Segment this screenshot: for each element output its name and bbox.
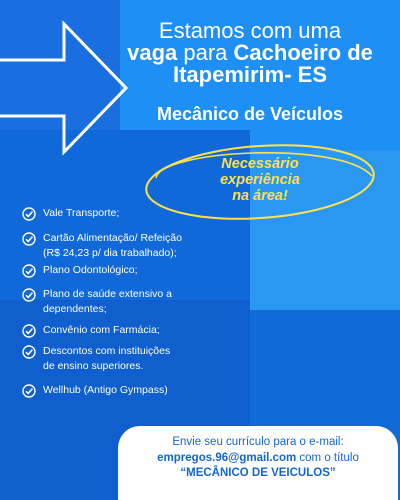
benefit-item: [22, 263, 262, 278]
benefit-line: Convênio com Farmácia;: [43, 324, 160, 336]
benefit-line: (R$ 24,23 p/ dia trabalhado);: [43, 247, 177, 260]
benefit-text: [43, 383, 168, 398]
check-circle-icon: [22, 264, 36, 278]
contact-subject: “MECÂNICO DE VEICULOS”: [180, 467, 336, 480]
contact-title-prefix: com o título: [296, 451, 359, 464]
contact-email-line: [118, 451, 398, 467]
benefit-item: [22, 287, 262, 317]
contact-instruction: Envie seu currículo para o e-mail:: [172, 436, 344, 448]
benefit-item: [22, 383, 262, 398]
headline-line-2: [100, 42, 400, 64]
benefit-line: dependentes;: [43, 303, 107, 316]
contact-email[interactable]: empregos.96@gmail.com: [157, 451, 297, 464]
badge-line-3: na área!: [232, 188, 288, 205]
badge-line-2: experiência: [220, 172, 300, 189]
check-circle-icon: [22, 232, 36, 246]
badge-line-1: Necessário: [221, 156, 299, 172]
check-circle-icon: [22, 288, 36, 302]
benefit-item: [22, 344, 262, 374]
job-title: Mecânico de Veículos: [156, 104, 344, 124]
benefit-text: [43, 206, 119, 221]
headline-city: Cachoeiro de: [233, 40, 373, 65]
benefit-line: Plano Odontológico;: [43, 264, 138, 276]
benefit-text: [43, 287, 172, 317]
headline-line-1: Estamos com uma: [158, 18, 342, 43]
headline-vaga: vaga: [127, 40, 178, 65]
benefit-line: Cartão Alimentação/ Refeição: [43, 232, 182, 244]
benefit-item: [22, 206, 262, 221]
benefit-item: [22, 323, 262, 338]
benefit-item: [22, 231, 262, 261]
headline-para: para: [177, 40, 234, 65]
benefit-line: Descontos com instituições: [43, 345, 171, 357]
benefit-text: [43, 344, 170, 374]
benefit-text: [43, 231, 182, 261]
benefit-text: [43, 263, 138, 278]
check-circle-icon: [22, 384, 36, 398]
headline-line-3: Itapemirim- ES: [172, 62, 328, 87]
benefit-line: Wellhub (Antigo Gympass): [43, 384, 168, 396]
benefit-line: Vale Transporte;: [43, 207, 120, 219]
check-circle-icon: [22, 324, 36, 338]
benefit-text: [43, 323, 160, 338]
contact-card: [118, 426, 398, 500]
headline: [100, 20, 400, 86]
check-circle-icon: [22, 345, 36, 359]
benefit-line: Plano de saúde extensivo a: [43, 288, 173, 300]
experience-badge: [150, 156, 370, 205]
check-circle-icon: [22, 207, 36, 221]
benefit-line: de ensino superiores.: [43, 360, 144, 373]
